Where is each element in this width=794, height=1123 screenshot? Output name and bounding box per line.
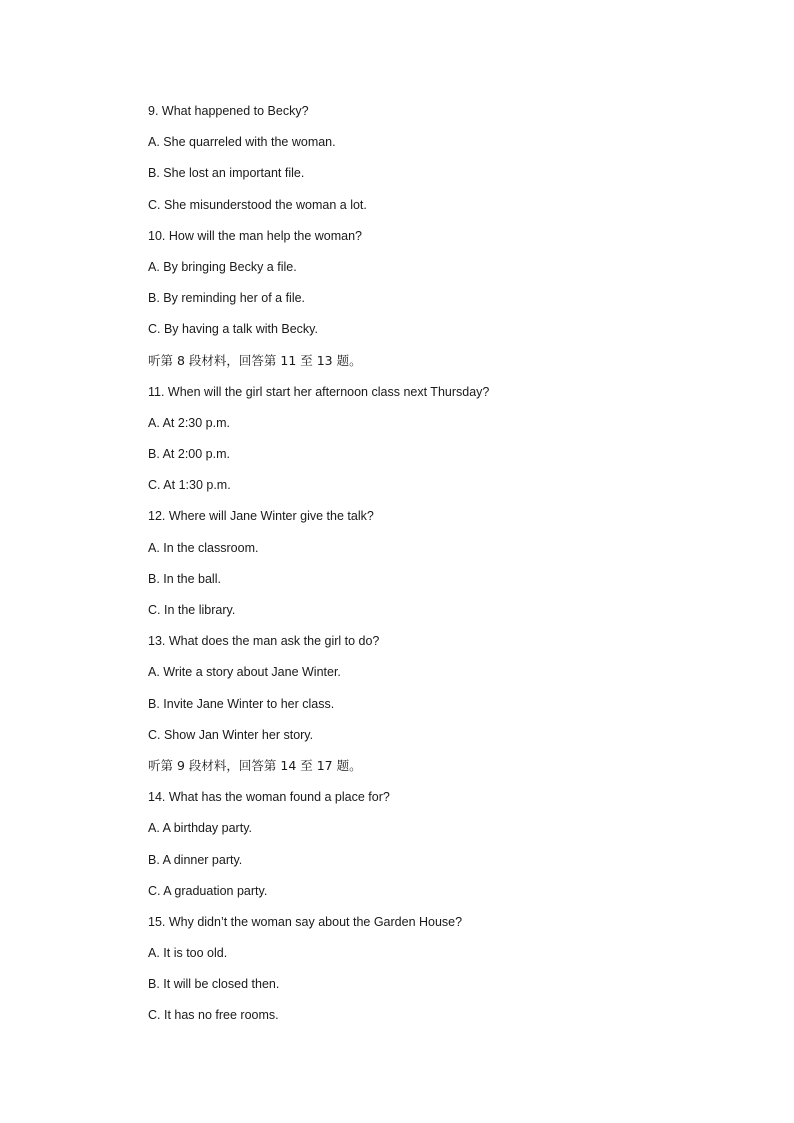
question-15: 15. Why didn’t the woman say about the Garden House?	[148, 914, 463, 929]
question-list	[148, 102, 748, 1038]
question-9-option-b: B. She lost an important file.	[148, 166, 305, 181]
question-11-option-a: A. At 2:30 p.m.	[148, 415, 230, 430]
question-15-option-b: B. It will be closed then.	[148, 977, 280, 992]
question-15-option-c: C. It has no free rooms.	[148, 1008, 279, 1023]
question-12-option-c: C. In the library.	[148, 603, 236, 617]
question-13: 13. What does the man ask the girl to do?	[148, 634, 380, 649]
question-13-option-a: A. Write a story about Jane Winter.	[148, 665, 341, 680]
question-10-option-b: B. By reminding her of a file.	[148, 291, 306, 306]
question-13-option-b: B. Invite Jane Winter to her class.	[148, 696, 335, 711]
question-15-option-a: A. It is too old.	[148, 946, 228, 961]
question-14-option-c: C. A graduation party.	[148, 883, 268, 898]
question-13-option-c: C. Show Jan Winter her story.	[148, 727, 314, 742]
question-11: 11. When will the girl start her afternoon class next Thursday?	[148, 384, 490, 399]
question-14-option-b: B. A dinner party.	[148, 852, 243, 867]
question-12-option-a: A. In the classroom.	[148, 540, 259, 555]
question-10: 10. How will the man help the woman?	[148, 228, 363, 243]
question-12: 12. Where will Jane Winter give the talk?	[148, 509, 374, 524]
question-10-option-a: A. By bringing Becky a file.	[148, 259, 297, 274]
section-instruction-9: 听第 9 段材料，回答第 14 至 17 题。	[148, 757, 362, 773]
section-instruction-8: 听第 8 段材料，回答第 11 至 13 题。	[148, 352, 362, 368]
question-11-option-c: C. At 1:30 p.m.	[148, 478, 231, 493]
question-10-option-c: C. By having a talk with Becky.	[148, 322, 318, 337]
question-12-option-b: B. In the ball.	[148, 571, 221, 586]
question-9-option-a: A. She quarreled with the woman.	[148, 135, 336, 150]
question-9-option-c: C. She misunderstood the woman a lot.	[148, 197, 367, 212]
question-14-option-a: A. A birthday party.	[148, 821, 252, 836]
question-9: 9. What happened to Becky?	[148, 104, 309, 118]
question-11-option-b: B. At 2:00 p.m.	[148, 447, 230, 462]
question-14: 14. What has the woman found a place for?	[148, 790, 390, 805]
